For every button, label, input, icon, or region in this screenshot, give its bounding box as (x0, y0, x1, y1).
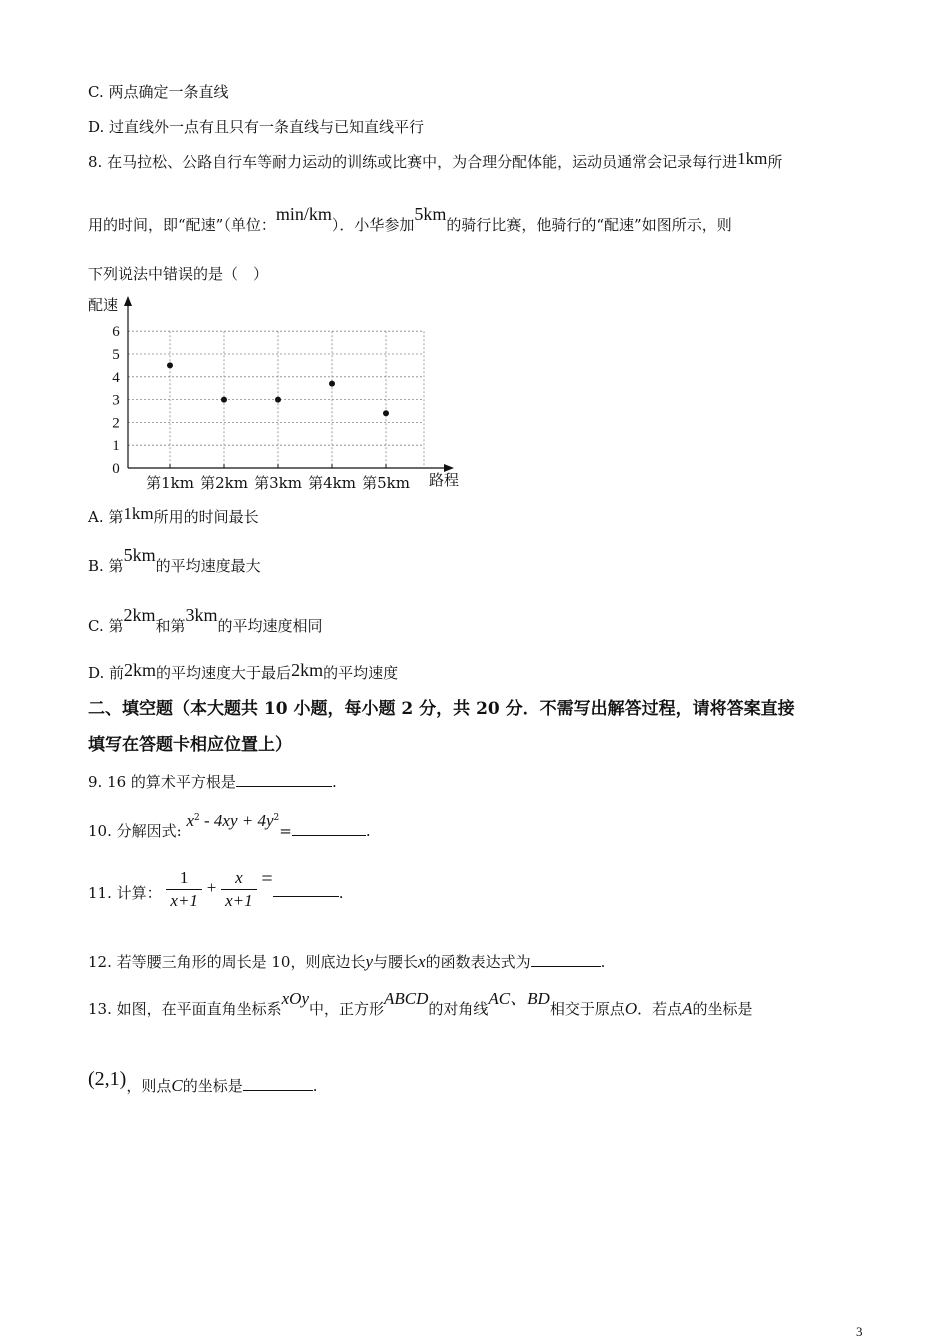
q13-text: 13. 如图，在平面直角坐标系 (88, 1000, 282, 1018)
point-o: O (624, 999, 638, 1018)
opt-unit: 3km (185, 605, 218, 625)
answer-blank[interactable] (292, 821, 366, 836)
q13-text: 的对角线 (428, 1000, 489, 1018)
diagonals: AC、BD (488, 989, 550, 1008)
unit-5km: 5km (414, 204, 447, 224)
x-tick-label: 第4km (308, 474, 356, 492)
x-tick-label: 第2km (200, 474, 248, 492)
y-tick-label: 5 (112, 347, 120, 363)
data-point (167, 362, 173, 368)
q8-stem-line2 (88, 204, 732, 235)
axes (124, 296, 454, 472)
q8-text: 所 (767, 153, 783, 171)
x-tick-label: 第1km (146, 474, 194, 492)
point-a: A (682, 999, 693, 1018)
q8-text: 的骑行比赛，他骑行的“配速”如图所示，则 (446, 216, 732, 234)
opt-text: C. 第 (88, 617, 124, 635)
q7-option-d: D. 过直线外一点有且只有一条直线与已知直线平行 (88, 118, 425, 136)
x-tick-label: 第5km (362, 474, 410, 492)
numerator: 1 (166, 867, 202, 890)
opt-text: D. 前 (88, 664, 125, 682)
q11-label: 11. 计算： (88, 884, 162, 902)
fraction-1 (166, 867, 202, 912)
exponent: 2 (273, 813, 280, 823)
q10 (88, 811, 371, 841)
q11 (88, 862, 343, 913)
denominator: x+1 (170, 890, 198, 910)
section2-heading-line1: 二、填空题（本大题共 10 小题，每小题 2 分，共 20 分．不需写出解答过程，请将答案直接 (88, 699, 795, 719)
answer-blank[interactable] (236, 772, 332, 787)
data-point (275, 397, 281, 403)
coord-system: xOy (281, 989, 309, 1008)
y-tick-label: 4 (112, 369, 120, 386)
answer-blank[interactable] (243, 1076, 313, 1091)
point-c: C (171, 1076, 183, 1095)
page-number: 3 (856, 1324, 863, 1339)
fraction-2 (221, 867, 257, 912)
unit-1km: 1km (737, 149, 768, 168)
q9 (88, 772, 337, 792)
q12-text: 的函数表达式为 (425, 953, 531, 971)
var-x: x (418, 952, 426, 971)
q8-text: 8. 在马拉松、公路自行车等耐力运动的训练或比赛中，为合理分配体能，运动员通常会记录每行进 (88, 153, 738, 171)
opt-text: 的平均速度最大 (155, 557, 261, 575)
numerator: x (221, 867, 257, 890)
q8-option-c (88, 605, 323, 636)
q8-text: 用的时间，即“配速”（单位： (88, 216, 276, 234)
opt-text: B. 第 (88, 557, 124, 575)
q13-line1 (88, 989, 753, 1019)
expr-part: - 4xy + 4y (199, 811, 274, 830)
var-y: y (365, 952, 374, 971)
q8-option-b (88, 545, 261, 576)
q10-label: 10. 分解因式: (88, 822, 182, 840)
section2-heading-line2: 填写在答题卡相应位置上） (88, 735, 292, 755)
q12-end: . (600, 953, 606, 971)
q10-expression (186, 812, 279, 830)
q13-text: ．若点 (637, 1000, 683, 1018)
y-tick-label: 0 (112, 461, 120, 477)
pace-chart (86, 292, 486, 497)
q12 (88, 952, 605, 972)
equals: = (279, 822, 292, 840)
x-tick-label: 第3km (254, 474, 302, 492)
q7-option-c: C. 两点确定一条直线 (88, 83, 229, 101)
y-tick-label: 3 (112, 392, 120, 409)
y-axis-arrow (124, 296, 132, 306)
data-point (221, 397, 227, 403)
y-axis-label: 配速 (88, 296, 119, 314)
q8-text: ）．小华参加 (331, 216, 415, 234)
q13-text: 的坐标是 (182, 1077, 243, 1095)
opt-unit: 1km (123, 504, 154, 523)
opt-unit: 2km (123, 605, 156, 625)
q9-text: 9. 16 的算术平方根是 (88, 773, 236, 791)
q13-end: . (312, 1077, 318, 1095)
q12-text: 与腰长 (373, 953, 419, 971)
opt-unit: 2km (291, 660, 324, 680)
q11-end: . (338, 884, 344, 902)
opt-text: 的平均速度相同 (217, 617, 323, 635)
y-tick-label: 1 (112, 438, 120, 455)
opt-text: 的平均速度 (323, 664, 399, 682)
y-tick-label: 2 (112, 415, 120, 432)
answer-blank[interactable] (273, 882, 339, 897)
q8-stem-line1 (88, 149, 783, 172)
q13-line2 (88, 1068, 318, 1096)
opt-text: 和第 (155, 617, 186, 635)
answer-blank[interactable] (531, 952, 601, 967)
unit-min-km: min/km (275, 204, 332, 224)
plus-sign: + (206, 878, 217, 897)
q13-text: 中，正方形 (309, 1000, 385, 1018)
exponent: 2 (194, 813, 200, 823)
expr-part: x (186, 811, 195, 830)
opt-unit: 5km (123, 545, 156, 565)
y-ticks (112, 324, 120, 477)
square-name: ABCD (384, 989, 429, 1008)
coordinate-a: (2,1) (88, 1068, 127, 1090)
opt-text: 所用的时间最长 (153, 508, 259, 526)
equals: = (261, 868, 273, 890)
opt-text: A. 第 (88, 508, 124, 526)
data-point (383, 410, 389, 416)
q8-option-a (88, 504, 259, 527)
q8-stem-line3: 下列说法中错误的是（ ） (88, 265, 269, 283)
data-point (329, 381, 335, 387)
q13-text: 相交于原点 (549, 1000, 625, 1018)
y-tick-label: 6 (112, 324, 120, 341)
q13-text: ，则点 (126, 1077, 172, 1095)
denominator: x+1 (225, 890, 253, 910)
q9-end: . (331, 773, 337, 791)
q13-text: 的坐标是 (692, 1000, 753, 1018)
q10-end: . (365, 822, 371, 840)
opt-text: 的平均速度大于最后 (156, 664, 292, 682)
x-axis-label: 路程 (429, 471, 460, 489)
q8-option-d (88, 662, 398, 683)
q12-text: 12. 若等腰三角形的周长是 10，则底边长 (88, 953, 366, 971)
opt-unit: 2km (124, 660, 157, 680)
